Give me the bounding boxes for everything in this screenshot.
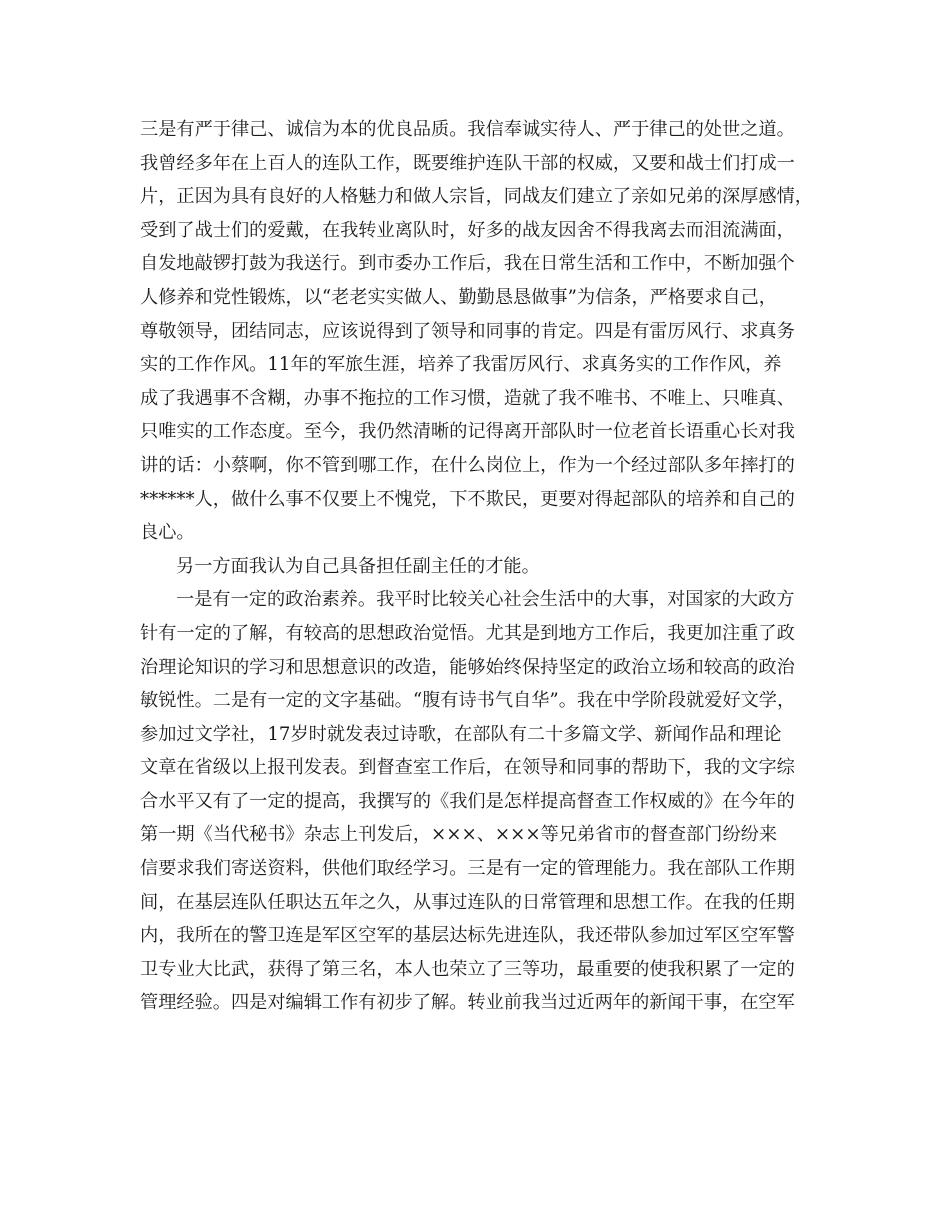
text-line: 文章在省级以上报刊发表。到督查室工作后，在领导和同事的帮助下，我的文字综 (140, 757, 795, 779)
text-line: 参加过文学社，17岁时就发表过诗歌，在部队有二十多篇文学、新闻作品和理论 (140, 723, 782, 745)
text-line: 片，正因为具有良好的人格魅力和做人宗旨，同战友们建立了亲如兄弟的深厚感情， (140, 186, 813, 208)
text-line: 治理论知识的学习和思想意识的改造，能够始终保持坚定的政治立场和较高的政治 (140, 656, 795, 678)
text-line: 三是有严于律己、诚信为本的优良品质。我信奉诚实待人、严于律己的处世之道。 (140, 119, 795, 140)
text-line: 成了我遇事不含糊，办事不拖拉的工作习惯，造就了我不唯书、不唯上、只唯真、 (140, 387, 795, 409)
text-line: 合水平又有了一定的提高，我撰写的《我们是怎样提高督查工作权威的》在今年的 (140, 790, 795, 812)
text-line: 卫专业大比武，获得了第三名，本人也荣立了三等功，最重要的使我积累了一定的 (140, 958, 795, 980)
text-line: 我曾经多年在上百人的连队工作，既要维护连队干部的权威，又要和战士们打成一 (140, 152, 795, 174)
text-line: 信要求我们寄送资料，供他们取经学习。三是有一定的管理能力。我在部队工作期 (140, 858, 795, 880)
text-line: 第一期《当代秘书》杂志上刊发后，×××、×××等兄弟省市的督查部门纷纷来 (140, 824, 778, 846)
text-line: 人修养和党性锻炼，以“老老实实做人、勤勤恳恳做事”为信条，严格要求自己， (140, 286, 777, 308)
text-line: 自发地敲锣打鼓为我送行。到市委办工作后，我在日常生活和工作中，不断加强个 (140, 253, 795, 275)
text-line: 针有一定的了解，有较高的思想政治觉悟。尤其是到地方工作后，我更加注重了政 (140, 622, 795, 644)
text-line: 内，我所在的警卫连是军区空军的基层达标先进连队，我还带队参加过军区空军警 (140, 925, 795, 947)
paragraph-start-line: 另一方面我认为自己具备担任副主任的才能。 (176, 555, 540, 577)
paragraph-start-line: 一是有一定的政治素养。我平时比较关心社会生活中的大事，对国家的大政方 (176, 589, 795, 611)
text-line: 管理经验。四是对编辑工作有初步了解。转业前我当过近两年的新闻干事，在空军 (140, 992, 795, 1014)
text-line: 敏锐性。二是有一定的文字基础。“腹有诗书气自华”。我在中学阶段就爱好文学， (140, 690, 796, 712)
text-line: 良心。 (140, 522, 195, 544)
text-line: 尊敬领导，团结同志，应该说得到了领导和同事的肯定。四是有雷厉风行、求真务 (140, 320, 795, 342)
text-line: 受到了战士们的爱戴，在我转业离队时，好多的战友因舍不得我离去而泪流满面， (140, 219, 795, 241)
document-body (140, 113, 830, 1020)
text-line: 实的工作作风。11年的军旅生涯，培养了我雷厉风行、求真务实的工作作风，养 (140, 354, 782, 376)
text-line: 讲的话：小蔡啊，你不管到哪工作，在什么岗位上，作为一个经过部队多年摔打的 (140, 454, 795, 476)
text-line: ******人，做什么事不仅要上不愧党，下不欺民，更要对得起部队的培养和自己的 (140, 488, 795, 510)
text-line: 只唯实的工作态度。至今，我仍然清晰的记得离开部队时一位老首长语重心长对我 (140, 421, 795, 443)
text-line: 间，在基层连队任职达五年之久，从事过连队的日常管理和思想工作。在我的任期 (140, 891, 795, 913)
